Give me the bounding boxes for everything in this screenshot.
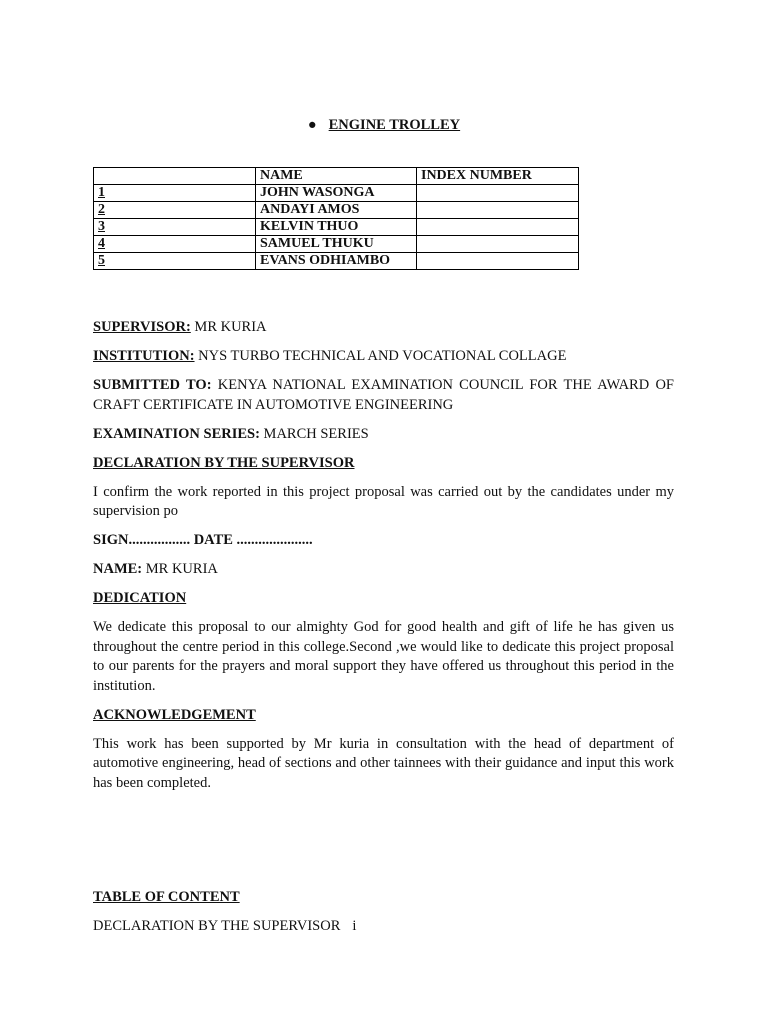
- members-table: [93, 167, 579, 270]
- table-header-cell: [94, 168, 256, 185]
- member-name: JOHN WASONGA: [256, 185, 417, 202]
- sign-date-line: SIGN................. DATE .....................: [93, 532, 313, 548]
- row-number: 1: [94, 185, 256, 202]
- index-number: [417, 219, 579, 236]
- toc-entry-page: i: [352, 918, 357, 934]
- document-title: ● ENGINE TROLLEY: [307, 117, 461, 133]
- submitted-to-line: SUBMITTED TO: KENYA NATIONAL EXAMINATION COUNCIL FOR THE AWARD OF CRAFT CERTIFICATE IN AUTOMOTIVE ENGINEERING: [93, 377, 674, 413]
- table-header-cell: NAME: [256, 168, 417, 185]
- index-number: [417, 202, 579, 219]
- row-number: 4: [94, 236, 256, 253]
- row-number: 2: [94, 202, 256, 219]
- bullet-icon: ●: [307, 117, 317, 133]
- table-row: [94, 185, 579, 202]
- toc-heading: TABLE OF CONTENT: [93, 889, 240, 905]
- institution-line: INSTITUTION: NYS TURBO TECHNICAL AND VOCATIONAL COLLAGE: [93, 348, 567, 364]
- declaration-text: I confirm the work reported in this project proposal was carried out by the candidates under my supervision po: [93, 483, 674, 519]
- acknowledgement-heading: ACKNOWLEDGEMENT: [93, 706, 256, 723]
- toc-entry: [93, 917, 356, 937]
- document-body: [93, 318, 674, 803]
- name-line: NAME: MR KURIA: [93, 561, 218, 577]
- table-row: [94, 236, 579, 253]
- row-number: 5: [94, 253, 256, 270]
- index-number: [417, 253, 579, 270]
- acknowledgement-text: This work has been supported by Mr kuria in consultation with the head of department of automotive engineering, head of sections and other tainnees with their guidance and input this work has been completed.: [93, 735, 674, 791]
- table-row: [94, 253, 579, 270]
- table-header-row: [94, 168, 579, 185]
- index-number: [417, 236, 579, 253]
- dedication-heading: DEDICATION: [93, 590, 187, 606]
- table-header-cell: INDEX NUMBER: [417, 168, 579, 185]
- index-number: [417, 185, 579, 202]
- member-name: SAMUEL THUKU: [256, 236, 417, 253]
- declaration-heading: DECLARATION BY THE SUPERVISOR: [93, 454, 355, 471]
- examination-series-line: EXAMINATION SERIES: MARCH SERIES: [93, 425, 369, 442]
- table-row: [94, 219, 579, 236]
- toc-entry-label: DECLARATION BY THE SUPERVISOR: [93, 918, 341, 934]
- member-name: EVANS ODHIAMBO: [256, 253, 417, 270]
- supervisor-line: SUPERVISOR: MR KURIA: [93, 319, 267, 335]
- dedication-text: We dedicate this proposal to our almighty God for good health and gift of life he has given us throughout the centre period in this college.Second ,we would like to dedicate this project proposal to our parents for the prayers and moral support they have offered us throughout this period in the institution.: [93, 619, 674, 694]
- row-number: 3: [94, 219, 256, 236]
- table-row: [94, 202, 579, 219]
- member-name: KELVIN THUO: [256, 219, 417, 236]
- member-name: ANDAYI AMOS: [256, 202, 417, 219]
